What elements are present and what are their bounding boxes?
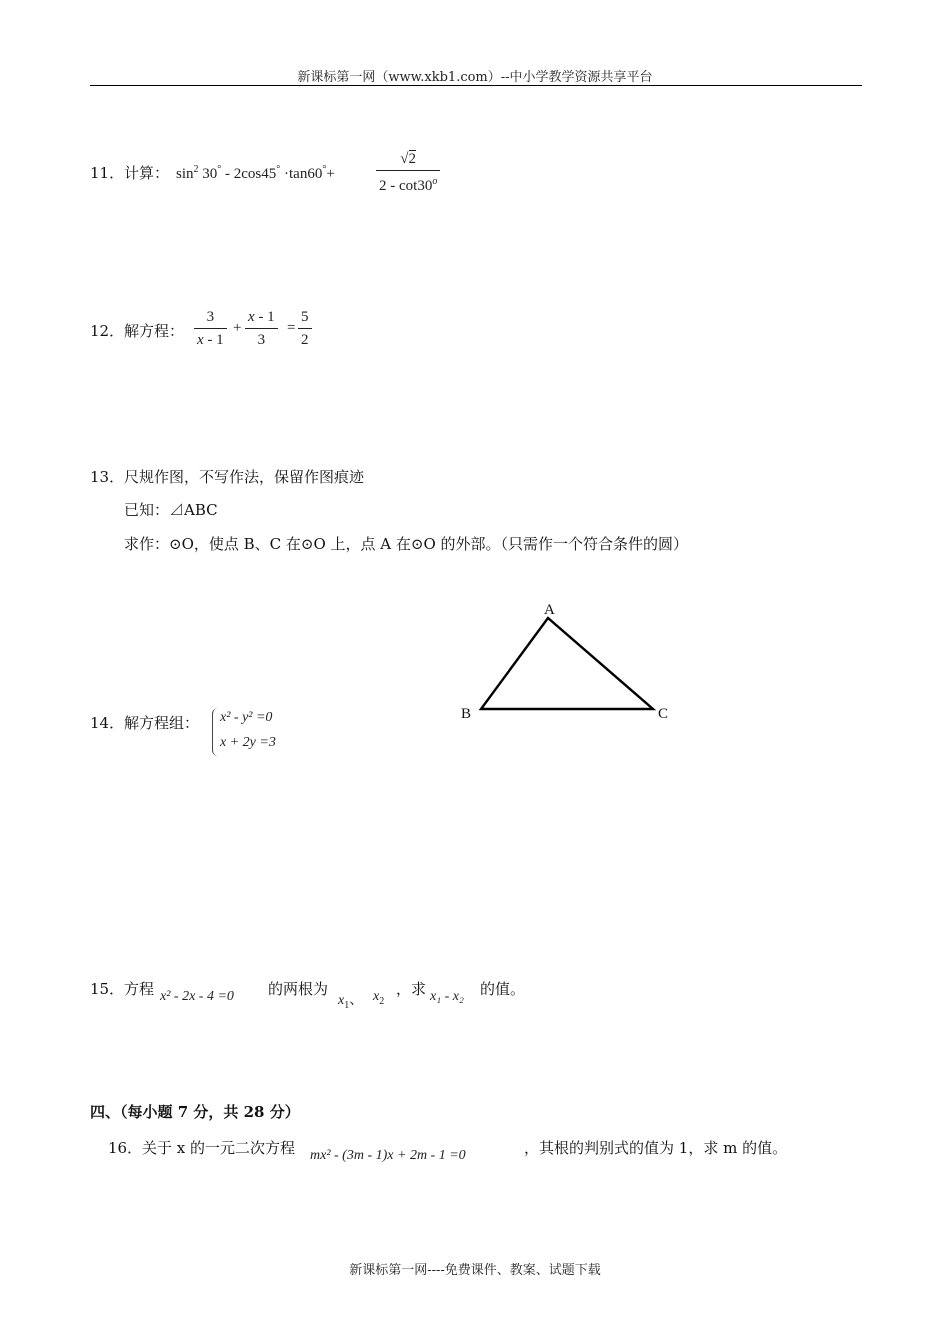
quadratic-equation: x² - 2x - 4 =0 — [160, 989, 234, 1004]
question-label: 方程 — [124, 980, 155, 998]
degree-mark: ° — [217, 164, 222, 175]
degree-mark: ° — [322, 164, 327, 175]
triangle-figure — [450, 596, 690, 732]
plus-sign: + — [233, 320, 242, 336]
question-13-title: 尺规作图，不写作法，保留作图痕迹 — [124, 468, 365, 486]
question-text: 的两根为 — [268, 980, 329, 998]
root-x2: $x_2$ — [373, 989, 385, 1007]
header-rule — [90, 85, 862, 86]
quadratic-equation: mx² - (3m - 1)x + 2m - 1 =0 — [310, 1148, 466, 1163]
question-text: 的值。 — [480, 980, 526, 998]
fraction — [376, 148, 440, 197]
degree-mark: ° — [276, 164, 281, 175]
question-13-given: 已知：⊿ABC — [124, 501, 218, 519]
vertex-label-b: B — [461, 706, 472, 722]
question-12 — [90, 306, 350, 356]
cos-term: - 2cos45 — [225, 166, 277, 182]
sqrt-icon: √ — [400, 151, 409, 167]
fraction: $\frac{5}{2}$ — [298, 306, 312, 351]
question-number: 12． — [90, 322, 125, 340]
system-equation-1: x² - y² =0 — [220, 710, 273, 725]
root-difference: x₁ - x₂ — [430, 989, 464, 1004]
system-equation-2: x + 2y =3 — [220, 735, 276, 750]
angle-30: 30 — [202, 166, 218, 182]
question-11 — [90, 148, 510, 202]
fraction: $\frac{x - 1}{3}$ — [245, 306, 278, 351]
fraction: $\frac{3}{x - 1}$ — [194, 306, 227, 351]
question-text: ，求 — [396, 980, 427, 998]
fraction-numerator — [376, 148, 440, 171]
exponent: 2 — [193, 164, 199, 175]
triangle-abc — [481, 618, 653, 709]
vertex-label-c: C — [658, 706, 669, 722]
page-footer: 新课标第一网----免费课件、教案、试题下载 — [349, 1263, 601, 1278]
equals-sign: = — [287, 320, 296, 336]
question-label: 解方程组： — [124, 714, 200, 732]
section-heading: 四、（每小题 7 分，共 28 分） — [90, 1103, 300, 1121]
page-header: 新课标第一网（www.xkb1.com）--中小学教学资源共享平台 — [297, 70, 653, 85]
sin-term: sin — [176, 166, 194, 182]
question-label: 解方程： — [124, 322, 185, 340]
sqrt-radicand: 2 — [408, 151, 417, 167]
math-expression — [176, 164, 335, 183]
question-13-task: 求作：⊙O，使点 B、C 在⊙O 上，点 A 在⊙O 的外部。（只需作一个符合条件的圆） — [124, 535, 689, 553]
fraction-denominator: 2 - cot30$^o$ — [379, 176, 438, 194]
vertex-label-a: A — [544, 602, 555, 618]
system-brace-icon — [212, 708, 219, 756]
question-number: 14． — [90, 714, 125, 732]
tan-term: ·tan60 — [284, 166, 323, 182]
question-text: ，其根的判别式的值为 1，求 m 的值。 — [524, 1139, 788, 1157]
question-label: 计算： — [124, 164, 170, 182]
question-number: 16． — [108, 1139, 143, 1157]
plus-sign: + — [326, 166, 335, 182]
question-number: 15． — [90, 980, 125, 998]
root-x1: $x_1$、 — [338, 993, 364, 1011]
question-number: 13． — [90, 468, 125, 486]
question-number: 11． — [90, 164, 125, 182]
question-text: 关于 x 的一元二次方程 — [142, 1139, 295, 1157]
